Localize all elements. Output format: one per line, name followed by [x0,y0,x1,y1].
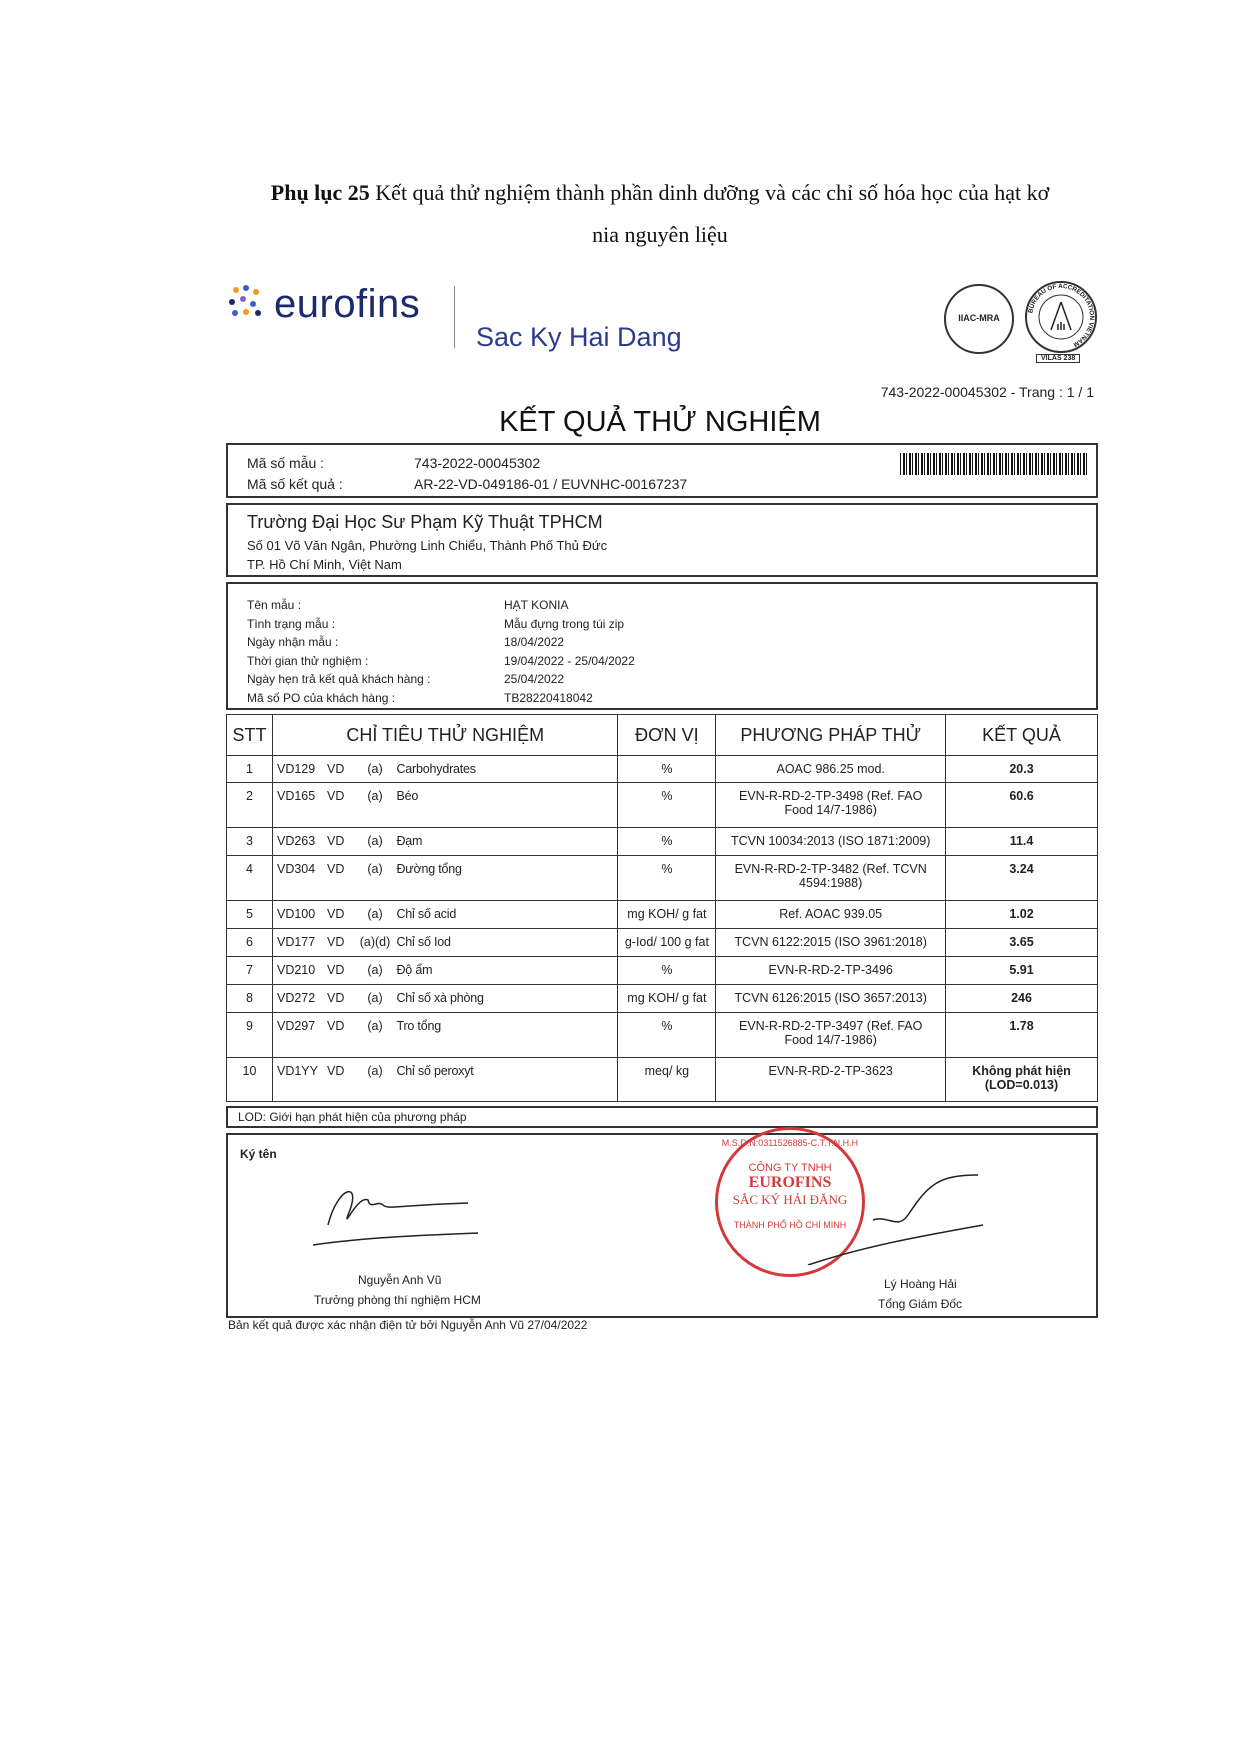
test-name: Chỉ số peroxyt [396,1064,474,1078]
row-result: 246 [946,985,1098,1013]
client-box [226,503,1098,577]
row-method: Ref. AOAC 939.05 [716,901,946,929]
row-stt: 6 [227,929,273,957]
document-reference: 743-2022-00045302 - Trang : 1 / 1 [880,384,1094,400]
client-name: Trường Đại Học Sư Phạm Kỹ Thuật TPHCM [247,512,603,532]
row-unit: % [618,828,716,856]
row-stt: 8 [227,985,273,1013]
lab-code: VD [326,963,345,977]
vilas-badge: VILAS 238 [1036,354,1080,363]
test-code: VD210 [276,963,316,977]
lab-code: VD [326,1064,345,1078]
row-unit: mg KOH/ g fat [618,985,716,1013]
test-code: VD297 [276,1019,316,1033]
row-result: 11.4 [946,828,1098,856]
row-stt: 5 [227,901,273,929]
test-code: VD129 [276,762,316,776]
row-method: EVN-R-RD-2-TP-3498 (Ref. FAO Food 14/7-1986) [716,783,946,828]
id-box [226,443,1098,498]
row-test [272,783,617,828]
table-row [227,985,1098,1013]
sample-id-value: 743-2022-00045302 [414,455,541,471]
header-result: KẾT QUẢ [946,715,1098,756]
left-signer-title: Trưởng phòng thí nghiệm HCM [314,1293,481,1307]
table-row [227,783,1098,828]
row-test [272,1013,617,1058]
row-result: 1.02 [946,901,1098,929]
test-name: Tro tổng [396,1019,441,1033]
header-method: PHƯƠNG PHÁP THỬ [716,715,946,756]
sign-label: Ký tên [240,1147,277,1161]
row-stt: 9 [227,1013,273,1058]
row-result: 5.91 [946,957,1098,985]
table-row [227,756,1098,783]
table-row [227,901,1098,929]
row-method: EVN-R-RD-2-TP-3623 [716,1058,946,1102]
test-code: VD1YY [276,1064,318,1078]
caption-line-1: Kết quả thử nghiệm thành phần dinh dưỡng và các chỉ số hóa học của hạt kơ [375,180,1050,205]
signature-right [788,1165,988,1265]
test-code: VD100 [276,907,316,921]
eurofins-logo-icon [226,282,268,324]
lab-code: VD [326,862,345,876]
header-stt: STT [227,715,273,756]
eurofins-logo-text: eurofins [274,282,421,326]
row-result: Không phát hiện (LOD=0.013) [946,1058,1098,1102]
row-method: TCVN 6122:2015 (ISO 3961:2018) [716,929,946,957]
signature-box [226,1133,1098,1318]
accreditation-flag: (a)(d) [359,935,391,949]
accreditation-flag: (a) [367,907,383,921]
left-signer-name: Nguyễn Anh Vũ [358,1273,442,1287]
table-row [227,1058,1098,1102]
client-address-1: Số 01 Võ Văn Ngân, Phường Linh Chiểu, Thành Phố Thủ Đức [247,538,608,553]
test-name: Chỉ số Iod [396,935,451,949]
right-signer-name: Lý Hoàng Hải [884,1277,957,1291]
appendix-caption [200,172,1120,256]
lab-code: VD [326,991,345,1005]
row-stt: 4 [227,856,273,901]
row-test [272,901,617,929]
row-stt: 1 [227,756,273,783]
row-stt: 10 [227,1058,273,1102]
ilac-mra-seal-icon: IIAC-MRA [944,284,1014,354]
accreditation-flag: (a) [367,834,383,848]
row-unit: meq/ kg [618,1058,716,1102]
lab-code: VD [326,789,345,803]
row-test [272,1058,617,1102]
row-unit: % [618,856,716,901]
row-method: EVN-R-RD-2-TP-3497 (Ref. FAO Food 14/7-1986) [716,1013,946,1058]
lab-code: VD [326,762,345,776]
electronic-confirmation: Bản kết quả được xác nhận điện tử bởi Nguyễn Anh Vũ 27/04/2022 [228,1318,588,1332]
test-code: VD165 [276,789,316,803]
test-code: VD272 [276,991,316,1005]
row-unit: % [618,1013,716,1058]
caption-label: Phụ lục 25 [270,180,370,205]
row-test [272,828,617,856]
test-name: Độ ẩm [396,963,433,977]
test-code: VD263 [276,834,316,848]
accreditation-flag: (a) [367,862,383,876]
row-result: 3.65 [946,929,1098,957]
table-row [227,957,1098,985]
company-stamp: M.S.D.N:0311526885-C.T.T.N.H.H CÔNG TY TNHH EUROFINS SẮC KÝ HẢI ĐĂNG THÀNH PHỐ HỒ CHÍ MINH [715,1127,865,1277]
table-row [227,1013,1098,1058]
client-address-2: TP. Hồ Chí Minh, Việt Nam [247,557,402,572]
test-name: Carbohydrates [396,762,476,776]
row-stt: 7 [227,957,273,985]
lod-note: LOD: Giới hạn phát hiện của phương pháp [226,1106,1098,1128]
sample-id-label: Mã số mẫu : [247,455,325,471]
row-method: AOAC 986.25 mod. [716,756,946,783]
table-row [227,828,1098,856]
lab-code: VD [326,1019,345,1033]
report-title: KẾT QUẢ THỬ NGHIỆM [499,406,821,438]
table-row [227,929,1098,957]
test-name: Đạm [396,834,423,848]
test-name: Chỉ số acid [396,907,457,921]
boa-seal-icon [1024,280,1098,354]
accreditation-flag: (a) [367,1064,383,1078]
result-id-value: AR-22-VD-049186-01 / EUVNHC-00167237 [414,476,688,492]
row-test [272,856,617,901]
row-method: EVN-R-RD-2-TP-3496 [716,957,946,985]
row-result: 60.6 [946,783,1098,828]
accreditation-flag: (a) [367,789,383,803]
lab-code: VD [326,834,345,848]
row-method: TCVN 10034:2013 (ISO 1871:2009) [716,828,946,856]
row-result: 3.24 [946,856,1098,901]
test-name: Chỉ số xà phòng [396,991,484,1005]
row-result: 1.78 [946,1013,1098,1058]
row-unit: mg KOH/ g fat [618,901,716,929]
accreditation-flag: (a) [367,991,383,1005]
lab-code: VD [326,907,345,921]
row-unit: g-Iod/ 100 g fat [618,929,716,957]
result-id-label: Mã số kết quả : [247,476,343,492]
table-header-row [227,715,1098,756]
test-name: Béo [396,789,419,803]
accreditation-flag: (a) [367,963,383,977]
header-test: CHỈ TIÊU THỬ NGHIỆM [272,715,617,756]
row-unit: % [618,756,716,783]
sample-info-values: HẠT KONIA Mẫu đựng trong túi zip 18/04/2022 19/04/2022 - 25/04/2022 25/04/2022 TB28220418042 [504,598,635,705]
test-code: VD177 [276,935,316,949]
row-stt: 2 [227,783,273,828]
row-unit: % [618,783,716,828]
logo-divider [454,286,455,348]
test-name: Đường tổng [396,862,462,876]
row-method: TCVN 6126:2015 (ISO 3657:2013) [716,985,946,1013]
test-code: VD304 [276,862,316,876]
row-unit: % [618,957,716,985]
table-row [227,856,1098,901]
sample-info-labels: Tên mẫu : Tình trạng mẫu : Ngày nhận mẫu : Thời gian thử nghiệm : Ngày hẹn trả kết quả khách hàng : Mã số PO của khách hàng : [247,598,431,705]
row-stt: 3 [227,828,273,856]
row-test [272,957,617,985]
boa-seal-text: BUREAU OF ACCREDITATION VIETNAM [1027,282,1096,348]
row-result: 20.3 [946,756,1098,783]
signature-left [308,1175,508,1255]
results-table [226,714,1098,1102]
row-test [272,756,617,783]
row-method: EVN-R-RD-2-TP-3482 (Ref. TCVN 4594:1988) [716,856,946,901]
barcode [900,453,1088,475]
row-test [272,985,617,1013]
accreditation-flag: (a) [367,1019,383,1033]
right-signer-title: Tổng Giám Đốc [878,1297,963,1311]
row-test [272,929,617,957]
caption-line-2: nia nguyên liệu [592,222,728,247]
division-name: Sac Ky Hai Dang [476,322,682,352]
accreditation-flag: (a) [367,762,383,776]
lab-code: VD [326,935,345,949]
header-unit: ĐƠN VỊ [618,715,716,756]
sample-info-box [226,582,1098,710]
